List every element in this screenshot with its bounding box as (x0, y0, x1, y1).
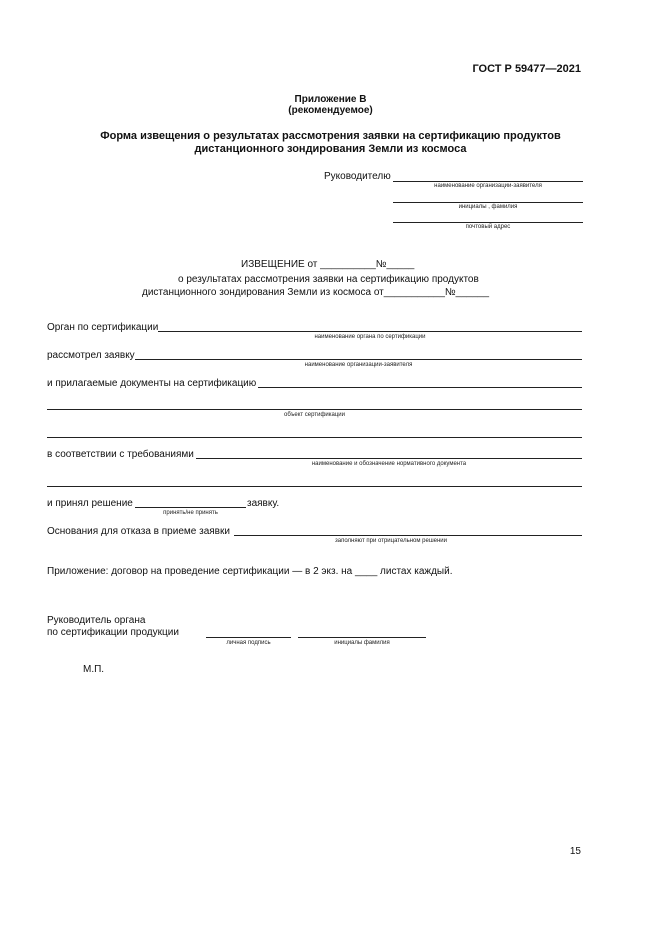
notice-title: ИЗВЕЩЕНИЕ от __________№_____ (241, 259, 415, 270)
signature-label-line2: по сертификации продукции (47, 627, 179, 638)
org-caption: наименование органа по сертификации (314, 334, 426, 340)
org-label: Орган по сертификации (47, 322, 159, 333)
addressee-address-caption: почтовый адрес (465, 224, 511, 230)
decision-caption: принять/не принять (163, 510, 218, 516)
refusal-caption: заполняют при отрицательном решении (335, 538, 448, 544)
requirements-caption: наименование и обозначение нормативного документа (311, 461, 467, 467)
object-caption: объект сертификации (284, 412, 345, 418)
addressee-name-caption: инициалы , фамилия (458, 204, 518, 210)
decision-suffix: заявку. (247, 498, 280, 509)
page-number: 15 (569, 846, 581, 857)
notice-line3: дистанционного зондирования Земли из космоса от___________№______ (142, 287, 490, 298)
signature-name-caption: инициалы фамилия (334, 640, 390, 646)
form-title-line1: Форма извещения о результатах рассмотрения заявки на сертификацию продуктов (100, 130, 561, 142)
standard-code: ГОСТ Р 59477—2021 (472, 63, 581, 75)
addressee-address-line (393, 222, 583, 223)
signature-sign-caption: личная подпись (226, 640, 271, 646)
decision-label: и принял решение (47, 498, 133, 509)
attachment-note: Приложение: договор на проведение сертификации — в 2 экз. на ____ листах каждый. (47, 566, 453, 577)
requirements-line-2 (47, 486, 582, 487)
appendix-status: (рекомендуемое) (288, 105, 373, 116)
refusal-label: Основания для отказа в приеме заявки (47, 526, 230, 537)
reviewed-label: рассмотрел заявку (47, 350, 135, 361)
stamp-label: М.П. (83, 664, 105, 675)
requirements-line (196, 458, 582, 459)
org-line (158, 331, 582, 332)
form-title-line2: дистанционного зондирования Земли из космоса (194, 143, 467, 155)
addressee-name-line (393, 202, 583, 203)
addressee-org-line (393, 181, 583, 182)
object-line-2 (47, 437, 582, 438)
signature-label-line1: Руководитель органа (47, 615, 146, 626)
signature-sign-line (206, 637, 291, 638)
refusal-line (234, 535, 582, 536)
object-line (47, 409, 582, 410)
requirements-label: в соответствии с требованиями (47, 449, 194, 460)
decision-line (135, 507, 246, 508)
reviewed-caption: наименование организации-заявителя (304, 362, 413, 368)
reviewed-line (135, 359, 582, 360)
notice-line2: о результатах рассмотрения заявки на сертификацию продуктов (178, 274, 479, 285)
docs-line (258, 387, 582, 388)
addressee-org-caption: наименование организации-заявителя (434, 183, 542, 189)
signature-name-line (298, 637, 426, 638)
appendix-title: Приложение В (294, 94, 367, 105)
docs-label: и прилагаемые документы на сертификацию (47, 378, 257, 389)
addressee-label: Руководителю (324, 171, 391, 182)
